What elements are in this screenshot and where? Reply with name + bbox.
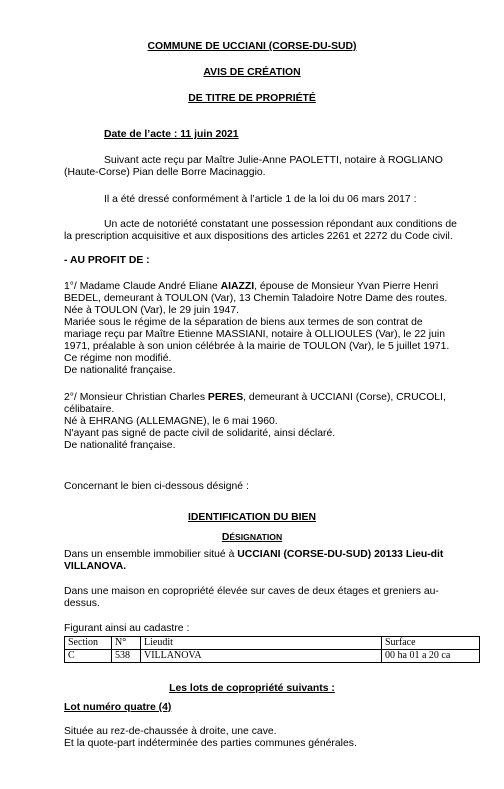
person-2-line-5: De nationalité française. <box>64 440 176 451</box>
au-profit-label: - AU PROFIT DE : <box>64 255 150 266</box>
ensemble-line-1 <box>64 549 480 561</box>
ensemble-paragraph <box>64 549 480 573</box>
person-1-line-5: mariage reçu par Maître Etienne MASSIANI, notaire à OLLIOULES (Var), le 22 juin <box>64 329 445 340</box>
intro-p3-line-2: la prescription acquisitive et aux dispositions des articles 2261 et 2272 du Code civil. <box>64 231 453 242</box>
commune-heading: COMMUNE DE UCCIANI (CORSE-DU-SUD) <box>147 41 357 52</box>
person-1-line-8: De nationalité française. <box>64 365 176 376</box>
person-2-block <box>64 392 480 452</box>
person-1-line-2: BEDEL, demeurant à TOULON (Var), 13 Chemin Taladoire Notre Dame des routes. <box>64 293 448 304</box>
lot-heading: Lot numéro quatre (4) <box>64 702 172 713</box>
concernant-text: Concernant le bien ci-dessous désigné : <box>64 481 249 492</box>
cadastre-cell-section: C <box>65 650 112 663</box>
lot-line-2: Et la quote-part indéterminée des parties communes générales. <box>64 738 357 749</box>
avis-heading: AVIS DE CRÉATION <box>203 67 301 78</box>
person-1-surname: AIAZZI <box>220 281 255 292</box>
cadastre-cell-surface: 00 ha 01 a 20 ca <box>382 650 480 663</box>
person-1-intro: 1°/ Madame Claude André Eliane <box>64 281 221 292</box>
person-1-line-4: Mariée sous le régime de la séparation de biens aux termes de son contrat de <box>64 317 423 328</box>
cadastre-cell-lieudit: VILLANOVA <box>141 650 382 663</box>
table-row <box>65 650 480 663</box>
intro-paragraph-1 <box>64 155 480 179</box>
person-2-line-1 <box>64 392 480 404</box>
person-2-line-3: Né à EHRANG (ALLEMAGNE), le 6 mai 1960. <box>64 416 278 427</box>
designation-heading <box>0 531 504 544</box>
cadastre-header-surface: Surface <box>382 637 480 650</box>
intro-p1-line-1: Suivant acte reçu par Maître Julie-Anne PAOLETTI, notaire à ROGLIANO <box>104 155 443 166</box>
maison-line-1: Dans une maison en copropriété élevée sur caves de deux étages et greniers au- <box>64 586 439 597</box>
person-2-address: , demeurant à UCCIANI (Corse), CRUCOLI, <box>243 392 446 403</box>
person-1-block <box>64 281 480 377</box>
cadastre-label: Figurant ainsi au cadastre : <box>64 623 190 634</box>
person-2-intro: 2°/ Monsieur Christian Charles <box>64 392 208 403</box>
maison-paragraph <box>64 586 480 610</box>
date-acte: Date de l’acte : 11 juin 2021 <box>104 129 239 140</box>
person-1-line-6: 1971, préalable à son union célébrée à la mairie de TOULON (Var), le 5 juillet 1971. <box>64 341 450 352</box>
intro-paragraph-3 <box>64 219 480 243</box>
lots-heading: Les lots de copropriété suivants : <box>169 683 335 694</box>
maison-line-2: dessus. <box>64 598 100 609</box>
person-2-line-2: célibataire. <box>64 404 115 415</box>
intro-paragraph-2: Il a été dressé conformément à l’article 1 de la loi du 06 mars 2017 : <box>104 194 417 205</box>
designation-rest: ÉSIGNATION <box>229 532 283 542</box>
identification-heading: IDENTIFICATION DU BIEN <box>188 512 316 523</box>
person-2-line-4: N'ayant pas signé de pacte civil de solidarité, ainsi déclaré. <box>64 428 336 439</box>
cadastre-header-numero: N° <box>112 637 141 650</box>
person-1-line-1 <box>64 281 480 293</box>
person-2-surname: PERES <box>207 392 244 403</box>
intro-p3-line-1: Un acte de notoriété constatant une possession répondant aux conditions de <box>104 219 457 230</box>
lot-description <box>64 726 357 750</box>
lot-line-1: Située au rez-de-chaussée à droite, une cave. <box>64 726 277 737</box>
titre-heading: DE TITRE DE PROPRIÉTÉ <box>188 93 316 104</box>
ensemble-location: UCCIANI (CORSE-DU-SUD) 20133 Lieu-dit <box>237 549 444 560</box>
ensemble-intro: Dans un ensemble immobilier situé à <box>64 549 238 560</box>
cadastre-cell-numero: 538 <box>112 650 141 663</box>
cadastre-header-section: Section <box>65 637 112 650</box>
designation-initial: D <box>221 532 230 543</box>
cadastre-table <box>64 636 480 663</box>
person-1-spouse: , épouse de Monsieur Yvan Pierre Henri <box>254 281 439 292</box>
intro-p1-line-2: (Haute-Corse) Pian delle Borre Macinaggio. <box>64 167 266 178</box>
person-1-line-3: Née à TOULON (Var), le 29 juin 1947. <box>64 305 239 316</box>
ensemble-line-2: VILLANOVA. <box>64 561 127 572</box>
cadastre-header-row <box>65 637 480 650</box>
person-1-line-7: Ce régime non modifié. <box>64 353 172 364</box>
cadastre-header-lieudit: Lieudit <box>141 637 382 650</box>
